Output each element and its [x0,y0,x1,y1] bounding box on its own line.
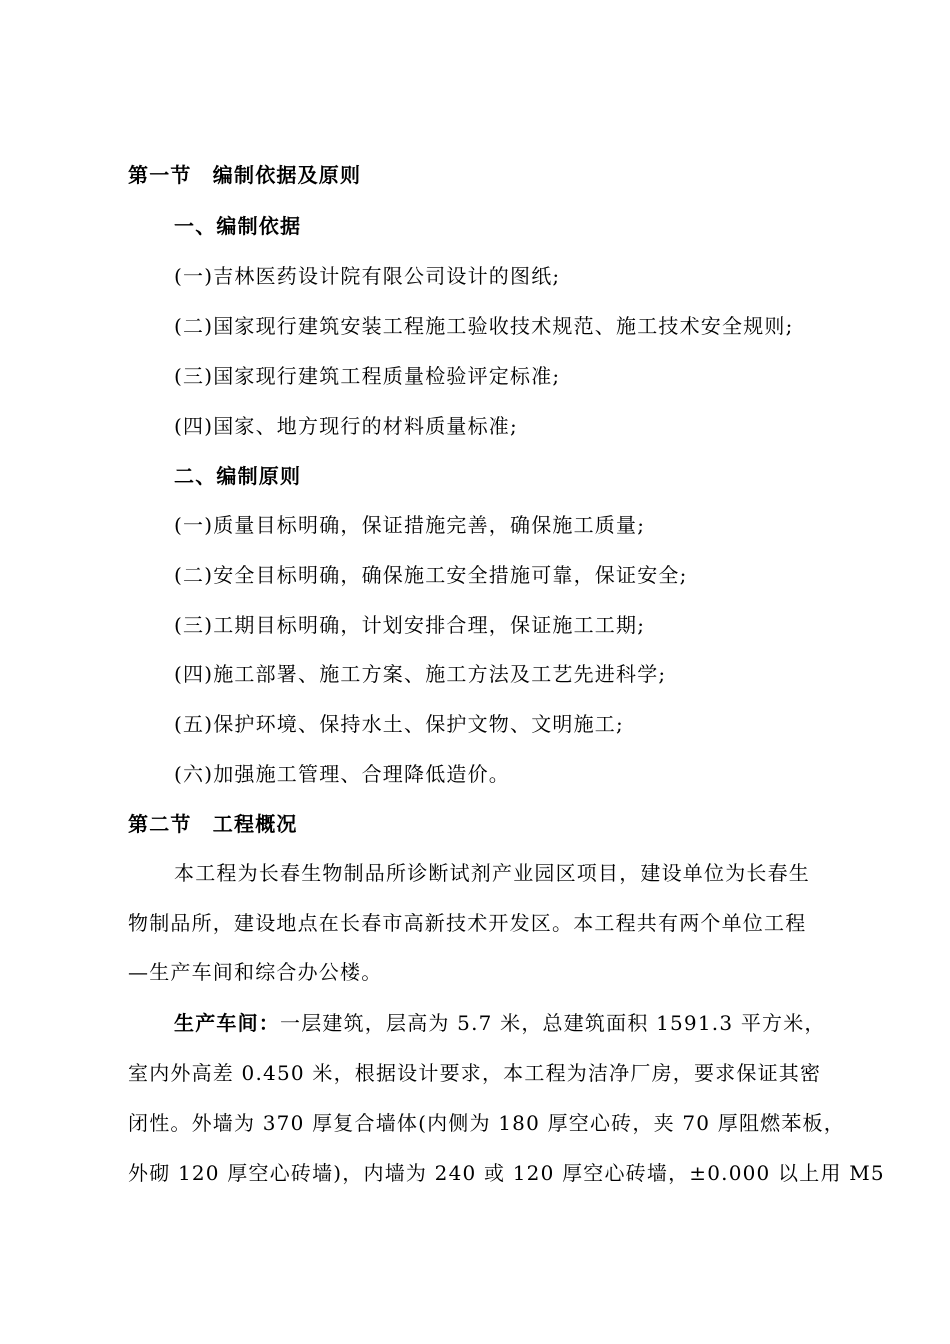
overview-line-2: 物制品所，建设地点在长春市高新技术开发区。本工程共有两个单位工程 [128,911,807,935]
overview-line-1: 本工程为长春生物制品所诊断试剂产业园区项目，建设单位为长春生 [174,861,810,885]
workshop-line-3: 闭性。外墙为 370 厚复合墙体(内侧为 180 厚空心砖，夹 70 厚阻燃苯板， [128,1111,845,1135]
workshop-first-line-text: 一层建筑，层高为 5.7 米，总建筑面积 1591.3 平方米， [280,1011,826,1035]
section-1-title: 第一节 编制依据及原则 [128,163,362,187]
section-2-title: 第二节 工程概况 [128,812,298,836]
principle-item-3: (三)工期目标明确，计划安排合理，保证施工工期; [174,613,646,637]
principle-item-1: (一)质量目标明确，保证措施完善，确保施工质量; [174,513,646,537]
basis-item-2: (二)国家现行建筑安装工程施工验收技术规范、施工技术安全规则; [174,314,794,338]
basis-item-4: (四)国家、地方现行的材料质量标准; [174,414,518,438]
basis-item-1: (一)吉林医药设计院有限公司设计的图纸; [174,264,561,288]
principle-item-5: (五)保护环境、保持水土、保护文物、文明施工; [174,712,624,736]
workshop-paragraph-first-line [174,1009,894,1037]
workshop-line-2: 室内外高差 0.450 米，根据设计要求，本工程为洁净厂房，要求保证其密 [128,1061,822,1085]
principle-item-6: (六)加强施工管理、合理降低造价。 [174,762,511,786]
workshop-label: 生产车间： [174,1011,280,1035]
principle-item-2: (二)安全目标明确，确保施工安全措施可靠，保证安全; [174,563,688,587]
workshop-line-4: 外砌 120 厚空心砖墙)，内墙为 240 或 120 厚空心砖墙，±0.000 以上用 M5 [128,1161,885,1185]
basis-item-3: (三)国家现行建筑工程质量检验评定标准; [174,364,561,388]
sub-heading-basis: 一、编制依据 [174,214,302,238]
overview-line-3: —生产车间和综合办公楼。 [128,960,383,984]
principle-item-4: (四)施工部署、施工方案、施工方法及工艺先进科学; [174,662,667,686]
sub-heading-principles: 二、编制原则 [174,464,302,488]
